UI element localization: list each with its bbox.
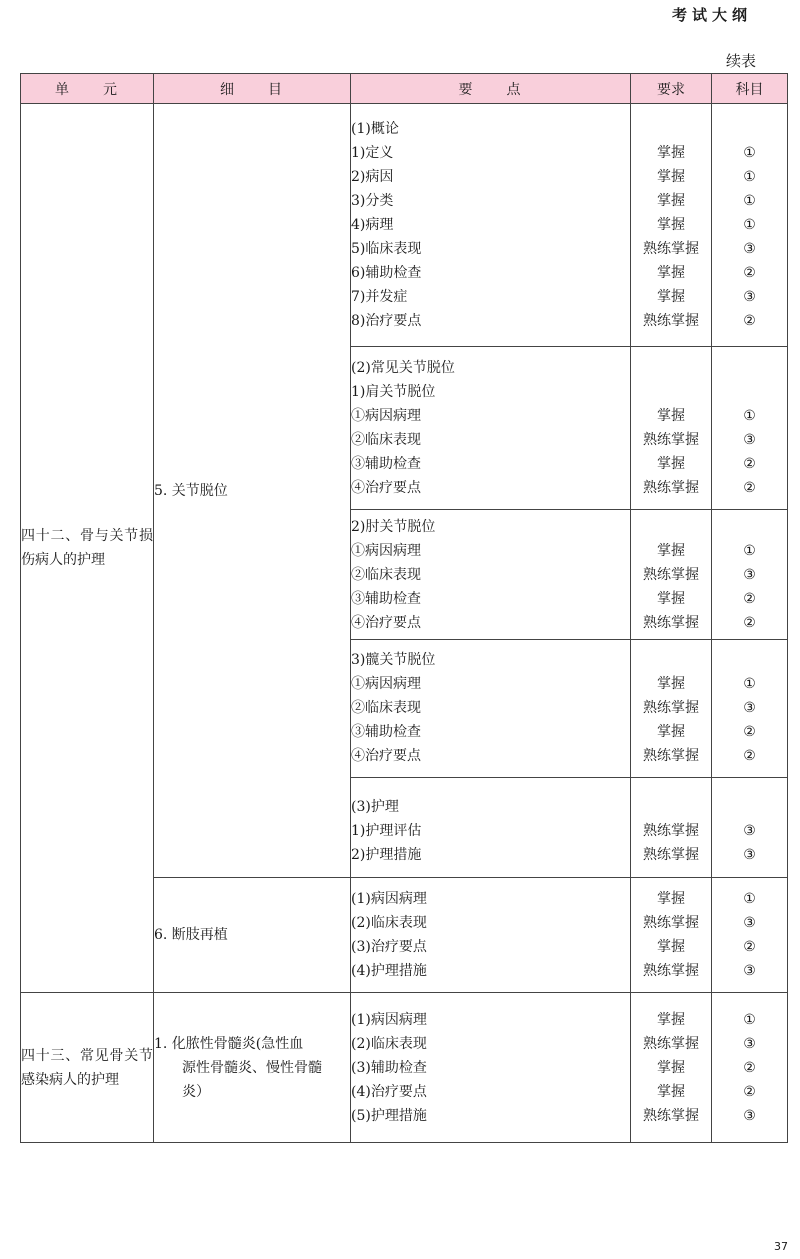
subject-value [712,117,787,141]
requirement-cell [631,104,712,347]
subject-value: ① [743,543,756,559]
subject-value: ② [743,313,756,329]
requirement-value: 熟练掌握 [643,567,699,583]
point-item: 8)治疗要点 [351,313,422,329]
table-row [21,104,788,347]
syllabus-table [20,73,788,1143]
subject-value: ③ [743,432,756,448]
requirement-value: 熟练掌握 [643,963,699,979]
requirement-value: 掌握 [657,289,685,305]
requirement-value: 熟练掌握 [643,615,699,631]
subject-value: ① [743,676,756,692]
subject-cell [712,993,788,1143]
point-item: 2)护理措施 [351,847,422,863]
unit-title: 四十二、骨与关节损伤病人的护理 [21,528,153,568]
point-item: (3)护理 [351,799,399,815]
point-item: 2)肘关节脱位 [351,519,436,535]
subject-value: ③ [743,823,756,839]
requirement-cell [631,993,712,1143]
requirement-value: 掌握 [657,939,685,955]
requirement-value: 熟练掌握 [643,432,699,448]
detail-title: 6. 断肢再植 [154,927,228,943]
point-item: (1)病因病理 [351,891,427,907]
point-item: ①病因病理 [351,543,421,559]
requirement-value: 熟练掌握 [643,915,699,931]
point-item: (2)临床表现 [351,915,427,931]
subject-value: ③ [743,847,756,863]
column-header-unit: 单 元 [21,74,154,104]
requirement-value: 熟练掌握 [643,1036,699,1052]
point-item: (4)护理措施 [351,963,427,979]
requirement-value: 掌握 [657,265,685,281]
unit-cell [21,104,154,993]
requirement-value: 熟练掌握 [643,241,699,257]
subject-value [712,380,787,404]
requirement-value: 熟练掌握 [643,823,699,839]
column-header-requirement: 要求 [631,74,712,104]
requirement-cell [631,640,712,778]
subject-value: ① [743,217,756,233]
subject-value [712,648,787,672]
points-cell [351,878,631,993]
points-cell [351,778,631,878]
subject-value [712,515,787,539]
table-row [21,993,788,1143]
subject-value: ② [743,939,756,955]
requirement-value [631,648,711,672]
points-cell [351,510,631,640]
point-item: (1)概论 [351,121,399,137]
requirement-value: 掌握 [657,169,685,185]
point-item: (3)辅助检查 [351,1060,427,1076]
column-header-subject: 科目 [712,74,788,104]
detail-title-line: 源性骨髓炎、慢性骨髓 [182,1059,322,1076]
detail-cell [154,104,351,878]
requirement-value: 掌握 [657,456,685,472]
unit-cell [21,993,154,1143]
point-item: 4)病理 [351,217,394,233]
requirement-value: 熟练掌握 [643,847,699,863]
subject-value: ② [743,748,756,764]
point-item: ①病因病理 [351,408,421,424]
point-item: 6)辅助检查 [351,265,422,281]
subject-cell [712,778,788,878]
requirement-value: 掌握 [657,676,685,692]
subject-value: ③ [743,963,756,979]
subject-value: ③ [743,1036,756,1052]
subject-value: ② [743,724,756,740]
requirement-value [631,515,711,539]
point-item: 2)病因 [351,169,394,185]
requirement-value: 掌握 [657,217,685,233]
point-item: ③辅助检查 [351,591,421,607]
requirement-cell [631,878,712,993]
point-item: ②临床表现 [351,432,421,448]
subject-cell [712,878,788,993]
requirement-value: 掌握 [657,543,685,559]
subject-value: ② [743,1060,756,1076]
subject-value: ① [743,193,756,209]
requirement-value: 掌握 [657,145,685,161]
point-item: ④治疗要点 [351,615,421,631]
subject-value: ③ [743,567,756,583]
subject-value: ② [743,1084,756,1100]
requirement-value: 掌握 [657,1060,685,1076]
requirement-value: 掌握 [657,1084,685,1100]
subject-value: ③ [743,241,756,257]
requirement-value: 熟练掌握 [643,748,699,764]
point-item: (2)常见关节脱位 [351,360,455,376]
subject-value: ② [743,480,756,496]
detail-cell [154,993,351,1143]
requirement-value: 掌握 [657,891,685,907]
point-item: ②临床表现 [351,700,421,716]
point-item: (2)临床表现 [351,1036,427,1052]
requirement-cell [631,778,712,878]
subject-value: ② [743,591,756,607]
point-item: ④治疗要点 [351,748,421,764]
requirement-value [631,117,711,141]
requirement-value: 熟练掌握 [643,313,699,329]
requirement-value: 掌握 [657,193,685,209]
requirement-value [631,795,711,819]
point-item: 3)髋关节脱位 [351,652,436,668]
subject-value: ② [743,265,756,281]
requirement-value: 掌握 [657,724,685,740]
requirement-value: 熟练掌握 [643,700,699,716]
point-item: ③辅助检查 [351,456,421,472]
point-item: 1)肩关节脱位 [351,384,436,400]
subject-value: ③ [743,289,756,305]
subject-value: ② [743,456,756,472]
table-header-row [21,74,788,104]
subject-value: ③ [743,1108,756,1124]
point-item: ②临床表现 [351,567,421,583]
column-header-points: 要 点 [351,74,631,104]
point-item: (5)护理措施 [351,1108,427,1124]
requirement-cell [631,347,712,510]
subject-value: ③ [743,915,756,931]
column-header-detail: 细 目 [154,74,351,104]
requirement-value: 熟练掌握 [643,1108,699,1124]
point-item: 1)定义 [351,145,394,161]
subject-cell [712,347,788,510]
page-number: 37 [774,1240,788,1253]
detail-cell [154,878,351,993]
requirement-value [631,380,711,404]
points-cell [351,993,631,1143]
subject-value: ① [743,1012,756,1028]
subject-value: ① [743,145,756,161]
subject-value: ③ [743,700,756,716]
requirement-cell [631,510,712,640]
point-item: 1)护理评估 [351,823,422,839]
point-item: 3)分类 [351,193,394,209]
points-cell [351,640,631,778]
subject-value: ① [743,891,756,907]
requirement-value: 掌握 [657,1012,685,1028]
detail-title-line: 炎） [182,1083,210,1100]
subject-value: ① [743,408,756,424]
points-cell [351,104,631,347]
point-item: ④治疗要点 [351,480,421,496]
requirement-value: 掌握 [657,591,685,607]
point-item: ③辅助检查 [351,724,421,740]
requirement-value: 掌握 [657,408,685,424]
point-item: (1)病因病理 [351,1012,427,1028]
requirement-value: 熟练掌握 [643,480,699,496]
subject-cell [712,640,788,778]
point-item: (3)治疗要点 [351,939,427,955]
subject-value [712,795,787,819]
point-item: (4)治疗要点 [351,1084,427,1100]
detail-title: 5. 关节脱位 [154,482,228,499]
subject-value [712,356,787,380]
detail-title-line: 1. 化脓性骨髓炎(急性血 [154,1035,304,1052]
points-cell [351,347,631,510]
subject-cell [712,104,788,347]
subject-value: ① [743,169,756,185]
point-item: 7)并发症 [351,289,408,305]
point-item: ①病因病理 [351,676,421,692]
continued-table-label: 续表 [725,52,756,70]
unit-title: 四十三、常见骨关节感染病人的护理 [21,1047,153,1088]
subject-value: ② [743,615,756,631]
requirement-value [631,356,711,380]
header-title: 考试大纲 [671,6,752,24]
point-item: 5)临床表现 [351,241,422,257]
subject-cell [712,510,788,640]
